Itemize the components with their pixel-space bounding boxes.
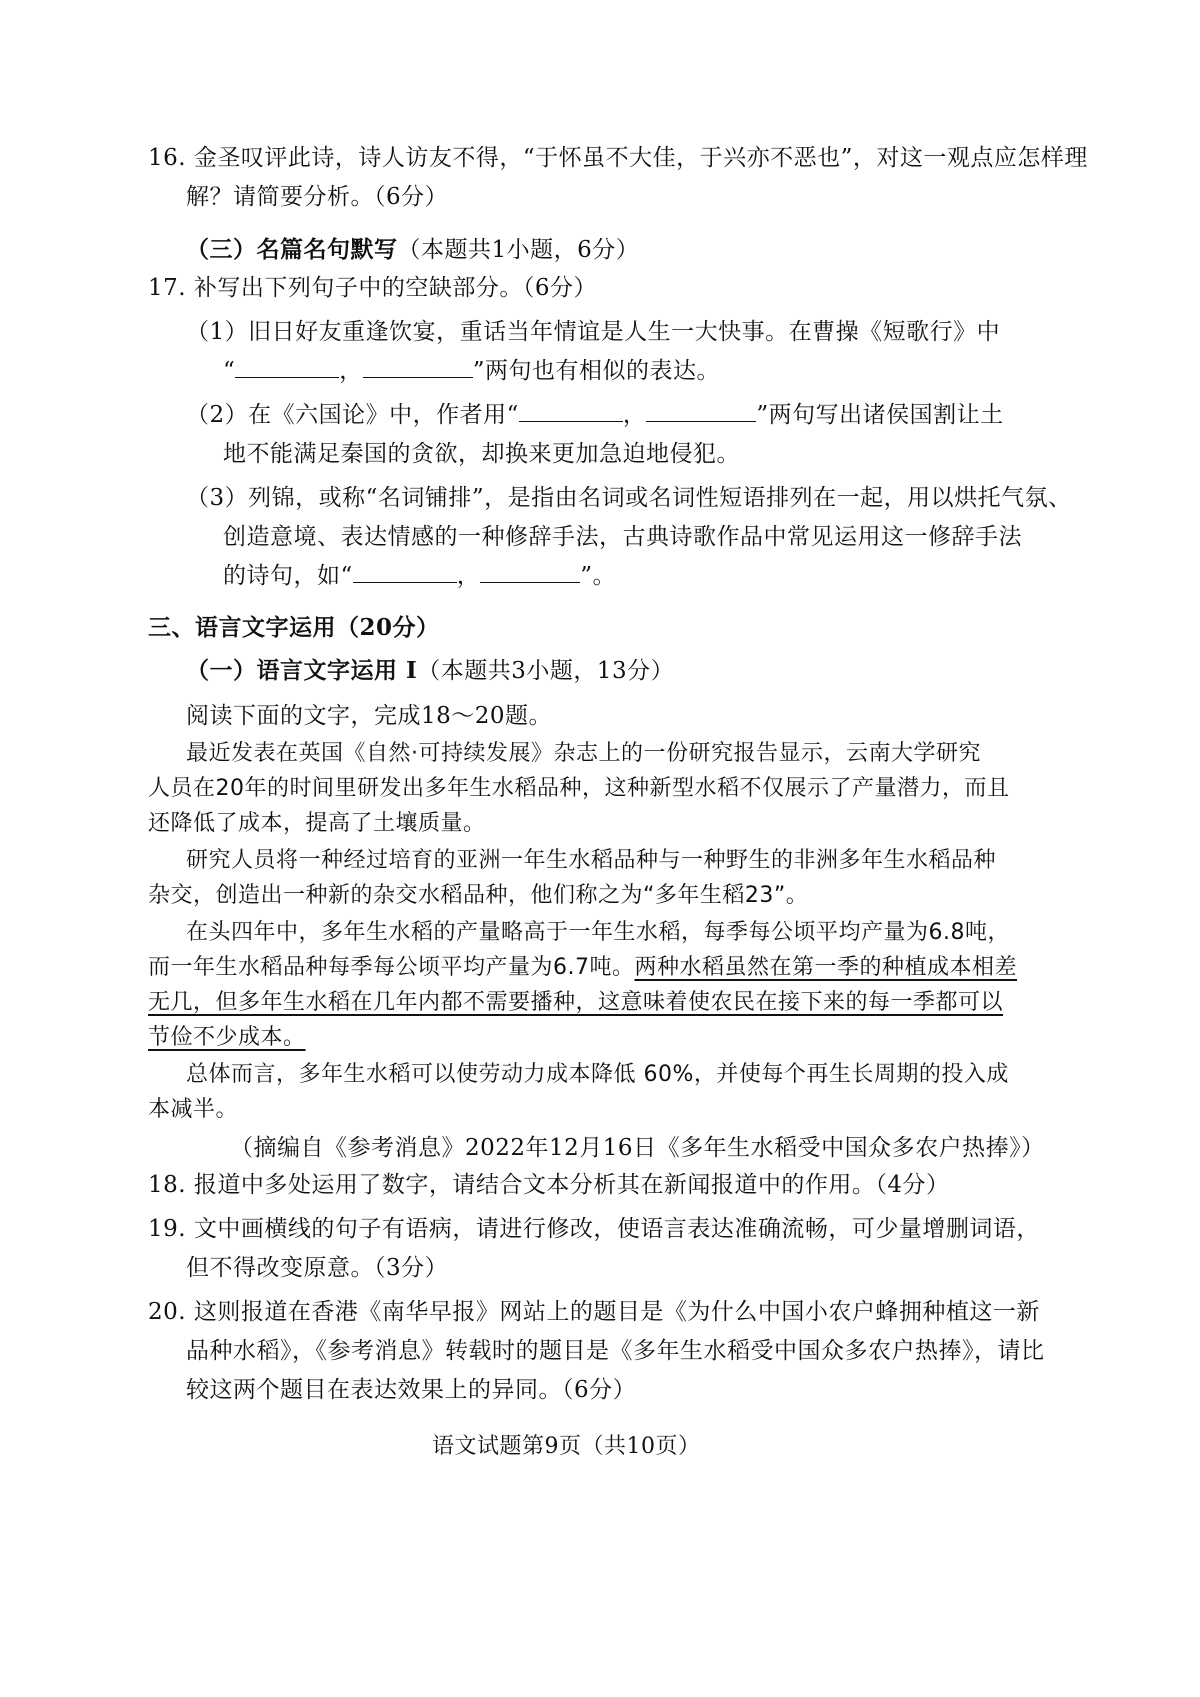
article-p2-line-2: 杂交，创造出一种新的杂交水稻品种，他们称之为“多年生稻23”。 [148, 883, 809, 908]
q16-line-1: 16. 金圣叹评此诗，诗人访友不得，“于怀虽不大佳，于兴亦不恶也”，对这一观点应怎样理 [148, 145, 1088, 171]
page-footer: 语文试题第9页（共10页） [432, 1434, 701, 1459]
article-p3-line-2: 而一年生水稻品种每季每公顷平均产量为6.7吨。两种水稻虽然在第一季的种植成本相差 [148, 955, 1018, 980]
reading-instruction: 阅读下面的文字，完成18～20题。 [186, 703, 553, 729]
q16-line-2: 解？请简要分析。（6分） [186, 184, 449, 210]
article-p1-line-2: 人员在20年的时间里研发出多年生水稻品种，这种新型水稻不仅展示了产量潜力，而且 [148, 776, 1010, 801]
article-p4-line-1: 总体而言，多年生水稻可以使劳动力成本降低 60%，并使每个再生长周期的投入成 [186, 1062, 1009, 1087]
underlined-sentence-line-3: 节俭不少成本。 [148, 1025, 306, 1050]
q17-part1-line-1: （1）旧日好友重逢饮宴，重话当年情谊是人生一大快事。在曹操《短歌行》中 [186, 319, 1001, 345]
article-p4-line-2: 本减半。 [148, 1097, 239, 1122]
article-p2-line-1: 研究人员将一种经过培育的亚洲一年生水稻品种与一种野生的非洲多年生水稻品种 [186, 848, 997, 873]
q17-stem: 17. 补写出下列句子中的空缺部分。（6分） [148, 275, 598, 301]
section-heading-recitation [186, 235, 639, 265]
section-label: （三）名篇名句默写 [186, 236, 398, 263]
underlined-sentence: 两种水稻虽然在第一季的种植成本相差 [634, 955, 1018, 980]
q18: 18. 报道中多处运用了数字，请结合文本分析其在新闻报道中的作用。（4分） [148, 1172, 950, 1198]
answer-blank[interactable] [646, 401, 756, 422]
article-p3-line-1: 在头四年中，多年生水稻的产量略高于一年生水稻，每季每公顷平均产量为6.8吨， [186, 920, 1010, 945]
answer-blank[interactable] [235, 357, 339, 378]
underlined-sentence-line-2: 无几，但多年生水稻在几年内都不需要播种，这意味着使农民在接下来的每一季都可以 [148, 990, 1004, 1015]
section-note: （本题共1小题，6分） [397, 237, 640, 263]
q20-line-3: 较这两个题目在表达效果上的异同。（6分） [186, 1377, 637, 1403]
q17-part1-line-2: “ ， ”两句也有相似的表达。 [223, 358, 721, 384]
part3-heading: 三、语言文字运用（20分） [148, 614, 440, 641]
q19-line-2: 但不得改变原意。（3分） [186, 1255, 449, 1281]
answer-blank[interactable] [353, 562, 457, 583]
answer-blank[interactable] [480, 562, 580, 583]
answer-blank[interactable] [519, 401, 623, 422]
q19-line-1: 19. 文中画横线的句子有语病，请进行修改，使语言表达准确流畅，可少量增删词语， [148, 1216, 1040, 1242]
q17-part2-line-2: 地不能满足秦国的贪欲，却换来更加急迫地侵犯。 [223, 441, 740, 467]
q20-line-2: 品种水稻》，《参考消息》转载时的题目是《多年生水稻受中国众多农户热捧》，请比 [186, 1338, 1045, 1364]
article-p1-line-3: 还降低了成本，提高了土壤质量。 [148, 811, 486, 836]
article-source: （摘编自《参考消息》2022年12月16日《多年生水稻受中国众多农户热捧》） [230, 1135, 1045, 1161]
q17-part3-line-2: 创造意境、表达情感的一种修辞手法，古典诗歌作品中常见运用这一修辞手法 [223, 524, 1022, 550]
answer-blank[interactable] [363, 357, 473, 378]
q17-part3-line-3: 的诗句，如“ ， ”。 [223, 563, 617, 589]
q17-part3-line-1: （3）列锦，或称“名词铺排”，是指由名词或名词性短语排列在一起，用以烘托气氛、 [186, 485, 1072, 511]
part3-sub-heading: （一）语言文字运用 I（本题共3小题，13分） [186, 657, 675, 684]
q20-line-1: 20. 这则报道在香港《南华早报》网站上的题目是《为什么中国小农户蜂拥种植这一新 [148, 1299, 1040, 1325]
article-p1-line-1: 最近发表在英国《自然·可持续发展》杂志上的一份研究报告显示，云南大学研究 [186, 741, 981, 766]
q17-part2-line-1: （2）在《六国论》中，作者用“ ， ”两句写出诸侯国割让土 [186, 402, 1004, 428]
